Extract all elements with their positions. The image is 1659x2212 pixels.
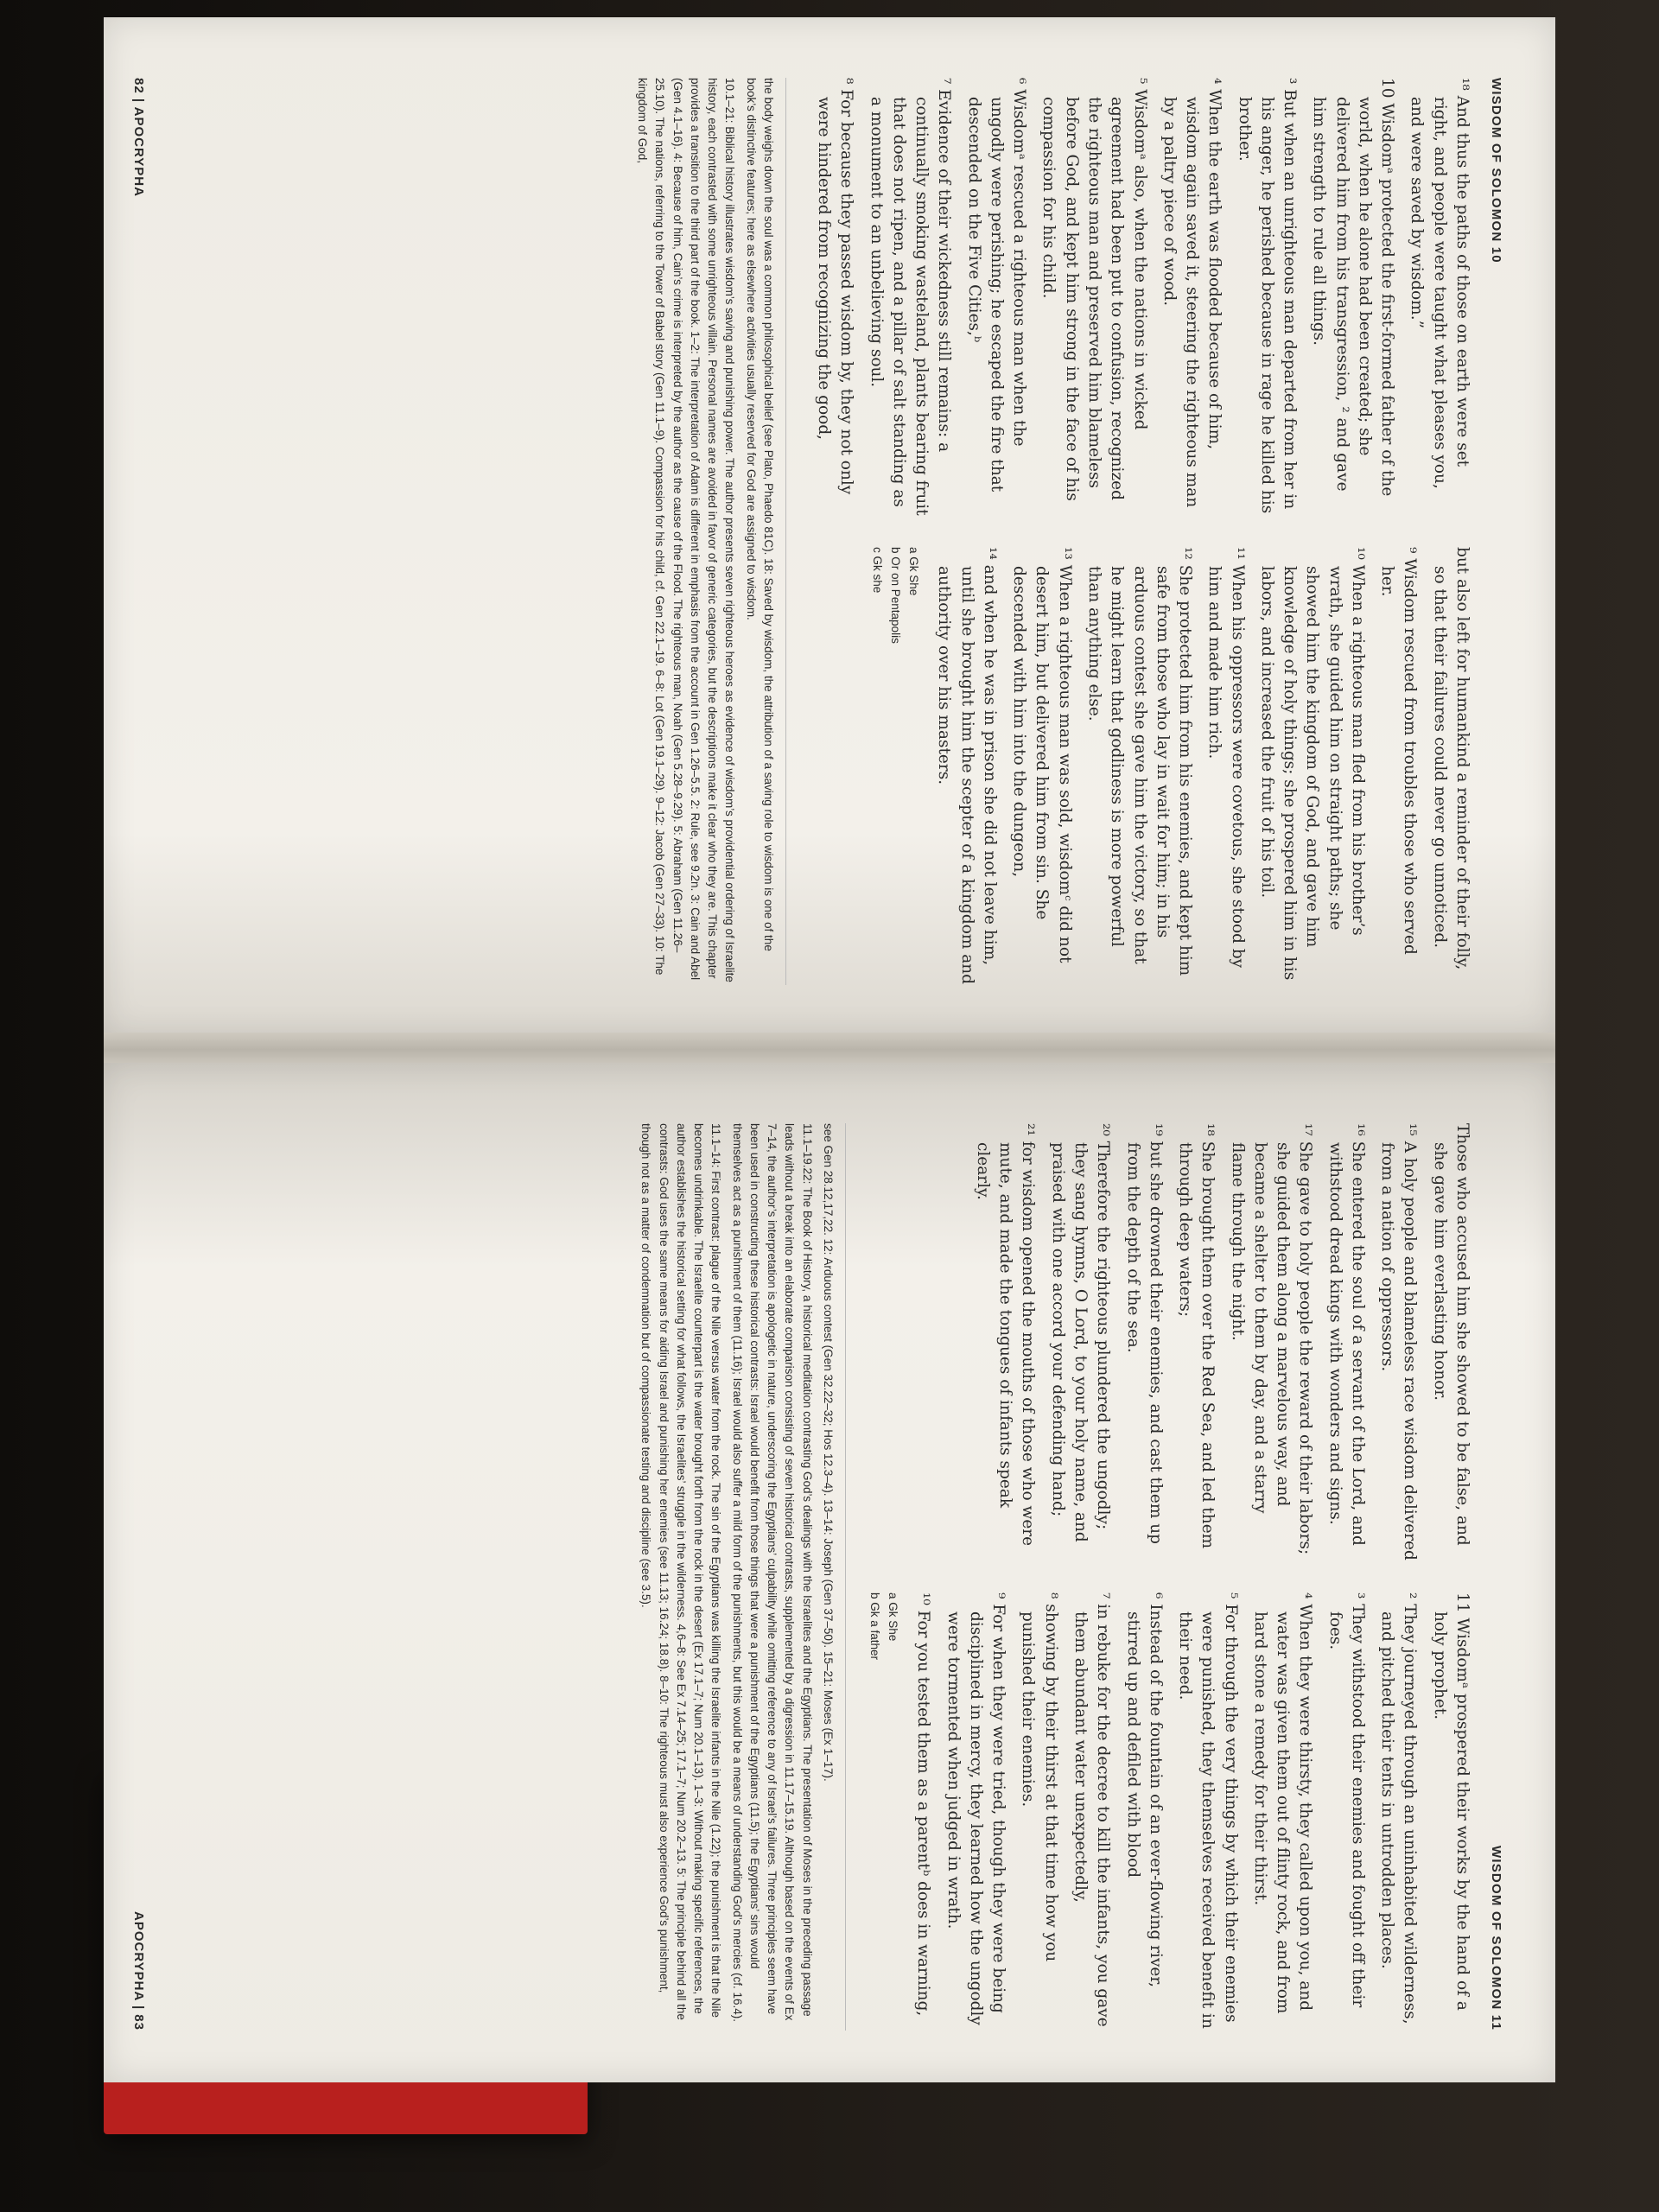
verse: ¹⁰ For you tested them as a parentᵇ does in warning,: [914, 1592, 933, 2017]
left-page: [104, 17, 1555, 1037]
verse: but also left for humankind a reminder of their folly, so that their failures could never go unnoticed.: [1430, 547, 1471, 970]
verse: ⁷ in rebuke for the decree to kill the infants, you gave them abundant water unexpectedly,: [1071, 1592, 1113, 2027]
verse: ¹⁰ When a righteous man fled from his brother’s wrath, she guided him on straight paths; she showed him the kingdom of God, and gave him knowledge of holy things; she prospered him in his labors, and increased the fruit of his toil.: [1257, 547, 1367, 981]
running-head-right: WISDOM OF SOLOMON 11: [1489, 1845, 1503, 2031]
note: 10.1–21: Biblical history illustrates wisdom’s saving and punishing power. The author presents seven righteous heroes as evidence of wisdom’s providential ordering of Israelite history, each contrasted with some unrighteous villain. Personal names are avoided in favor of generic categories, but the descriptions make it clear who they are. This chapter provides a transition to the third part of the book. 1–2: The interpretation of Adam is different in emphasis from the account in Gen 1.26–5.5. 2: Rule, see 9.2n. 3: Cain and Abel (Gen 4.1–16). 4: Because of him, Cain’s crime is interpreted by the author as the cause of the Flood. The righteous man, Noah (Gen 5.28–9.29). 5: Abraham (Gen 11.26–25.10). The nations, referring to the Tower of Babel story (Gen 11.1–9). Compassion for his child, cf. Gen 22.1–19. 6–8: Lot (Gen 19.1–29). 9–12: Jacob (Gen 27–33). 10: The kingdom of God,: [636, 78, 737, 982]
verse: ¹¹ When his oppressors were covetous, she stood by him and made him rich.: [1205, 547, 1247, 969]
verse: ⁸ For because they passed wisdom by, they not only were hindered from recognizing the good,: [815, 78, 856, 495]
folio-left: 82 | APOCRYPHA: [131, 78, 146, 197]
verse: ¹² She protected him from his enemies, and kept him safe from those who lay in wait for him; in his arduous contest she gave him the victory, so that he might learn that godliness is more powerful than anything else.: [1085, 547, 1195, 976]
verse: ⁵ For through the very things by which their enemies were punished, they themselves received benefit in their need.: [1176, 1592, 1240, 2029]
verse: ¹⁸ She brought them over the Red Sea, and led them through deep waters;: [1176, 1123, 1217, 1549]
verse: ¹⁶ She entered the soul of a servant of the Lord, and withstood dread kings with wonders and signs.: [1325, 1123, 1367, 1546]
study-notes-left: [633, 78, 786, 985]
footnote: b Gk a father: [868, 1592, 881, 1661]
verse: ⁶ Wisdomᵃ rescued a righteous man when the ungodly were perishing; he escaped the fire that descended on the Five Cities,ᵇ: [964, 78, 1029, 493]
verse: ³ They withstood their enemies and fought off their foes.: [1325, 1592, 1367, 2008]
verse: ¹³ When a righteous man was sold, wisdomᶜ did not desert him, but delivered him from sin. She descended with him into the dungeon,: [1010, 547, 1074, 963]
verse: ⁴ When the earth was flooded because of him, wisdom again saved it, steering the righteous man by a paltry piece of wood.: [1160, 78, 1224, 508]
verse: ²⁰ Therefore the righteous plundered the ungodly; they sang hymns, O Lord, to your holy name, and praised with one accord your defending hand;: [1048, 1123, 1113, 1542]
verse: ⁹ For when they were tried, though they were being disciplined in mercy, they learned how the ungodly were tormented when judged in wrath.: [944, 1592, 1008, 2025]
verse: ¹⁴ and when he was in prison she did not leave him, until she brought him the scepter of a kingdom and authority over his masters.: [935, 547, 999, 985]
right-col-1: [865, 1123, 1473, 1561]
verse: ² They journeyed through an uninhabited wilderness, and pitched their tents in untrodden places.: [1378, 1592, 1420, 2024]
verse: ¹⁸ And thus the paths of those on earth were set right, and people were taught what pleases you, and were saved by wisdom.”: [1408, 78, 1471, 489]
verse: 10 Wisdomᵃ protected the first-formed father of the world, when he alone had been created; she delivered him from his transgression, ² and gave him strength to rule all things.: [1310, 78, 1397, 497]
folio-right: APOCRYPHA | 83: [131, 1911, 146, 2031]
verse: ⁸ showing by their thirst at that time how you punished their enemies.: [1019, 1592, 1060, 1962]
verse: ¹⁵ A holy people and blameless race wisdom delivered from a nation of oppressors.: [1378, 1123, 1420, 1560]
verse: ³ But when an unrighteous man departed from her in his anger, he perished because in rage he killed his brother.: [1235, 78, 1300, 514]
left-col-2: [805, 547, 1473, 985]
verse: ⁵ Wisdomᵃ also, when the nations in wicked agreement had been put to confusion, recognized the righteous man and preserved him blameless before God, and kept him strong in the face of his compassion for his child.: [1039, 78, 1149, 501]
footnote: a Gk She: [887, 1592, 900, 1642]
running-head-left: WISDOM OF SOLOMON 10: [1489, 78, 1503, 264]
footnotes-left: [869, 547, 922, 985]
verse: ⁴ When they were thirsty, they called upon you, and water was given them out of flinty rock, and from hard stone a remedy for their thirst.: [1250, 1592, 1315, 2014]
note: the body weighs down the soul was a common philosophical belief (see Plato, Phaedo 81C). 18: Saved by wisdom, the attribution of a saving role to wisdom is one of the book’s distinctive features; here as elsewhere activities usually reserved for God are assigned to wisdom.: [744, 78, 775, 951]
verse: 11 Wisdomᵃ prospered their works by the hand of a holy prophet.: [1430, 1592, 1471, 2011]
verse: ¹⁷ She gave to holy people the reward of their labors; she guided them along a marvelous way, and became a shelter to them by day, and a starry flame through the night.: [1228, 1123, 1315, 1555]
footnotes-right: [867, 1592, 901, 2031]
footnote: b Or on Pentapolis: [889, 547, 902, 644]
book-spread: [69, 17, 1555, 2126]
verse: ⁹ Wisdom rescued from troubles those who served her.: [1378, 547, 1420, 955]
verse: ²¹ for wisdom opened the mouths of those who were mute, and made the tongues of infants speak clearly.: [973, 1123, 1038, 1547]
footnote: c Gk she: [870, 547, 884, 594]
right-col-2: [865, 1592, 1473, 2031]
note: 11.1–19.22: The Book of History, a historical meditation contrasting God’s dealings with the Israelites and the Egyptians. The presentation of Moses in the preceding passage leads without a break into an elaborate comparison consisting of seven historical contrasts, supplemented by a digression in 11.17–15.19. Although based on the events of Ex 7–14, the author’s interpretation is apologetic in nature, underscoring the Egyptians’ culpability while omitting reference to any of Israel’s failures. Three principles seem have been used in constructing these historical contrasts: Israel would benefit from those things that were a punishment of the Egyptians (11.5); the Egyptians’ sins would themselves act as a punishment of them (11.16); Israel would also suffer a mild form of the punishments, but this would be a means of understanding God’s mercies (cf. 16.4).: [730, 1123, 814, 2023]
book-gutter: [104, 1033, 1555, 1067]
verse: ⁶ Instead of the fountain of an ever-flowing river, stirred up and defiled with blood: [1123, 1592, 1165, 1988]
verse: ⁷ Evidence of their wickedness still remains: a continually smoking wasteland, plants bearing fruit that does not ripen, and a pillar of salt standing as a monument to an unbelieving soul.: [867, 78, 954, 516]
note: see Gen 28.12,17,22. 12: Arduous contest (Gen 32.22–32; Hos 12.3–4). 13–14: Joseph (Gen 37–50). 15–21: Moses (Ex 1–17).: [821, 1123, 835, 1782]
footnote: a Gk She: [907, 547, 921, 596]
verse: Those who accused him she showed to be false, and she gave him everlasting honor.: [1430, 1123, 1471, 1546]
verse: ¹⁹ but she drowned their enemies, and cast them up from the depth of the sea.: [1123, 1123, 1165, 1545]
left-col-1: [805, 78, 1473, 516]
study-notes-right: [637, 1123, 846, 2031]
right-page: [104, 1063, 1555, 2082]
note: 11.1–14: First contrast: plague of the Nile versus water from the rock. The sin of the Egyptians was killing the Israelite infants in the Nile (1.22); the punishment is that the Nile becomes undrinkable. The Israelite counterpart is the water brought forth from the rock in the desert (Ex 17.1–7; Num 20.1–13). 1–3: Without making specific references, the author establishes the historical setting for what follows, the Israelites’ struggle in the wilderness. 4,6–8: See Ex 7.14–25; 17.1–7; Num 20.2–13. 5: The principle behind all the contrasts: God uses the same means for aiding Israel and punishing her enemies (see 11.13; 16.24; 18.8). 8–10: The righteous must also experience God’s punishment, though not as a matter of condemnation but of compassionate testing and discipline (see 3.5).: [639, 1123, 723, 2020]
